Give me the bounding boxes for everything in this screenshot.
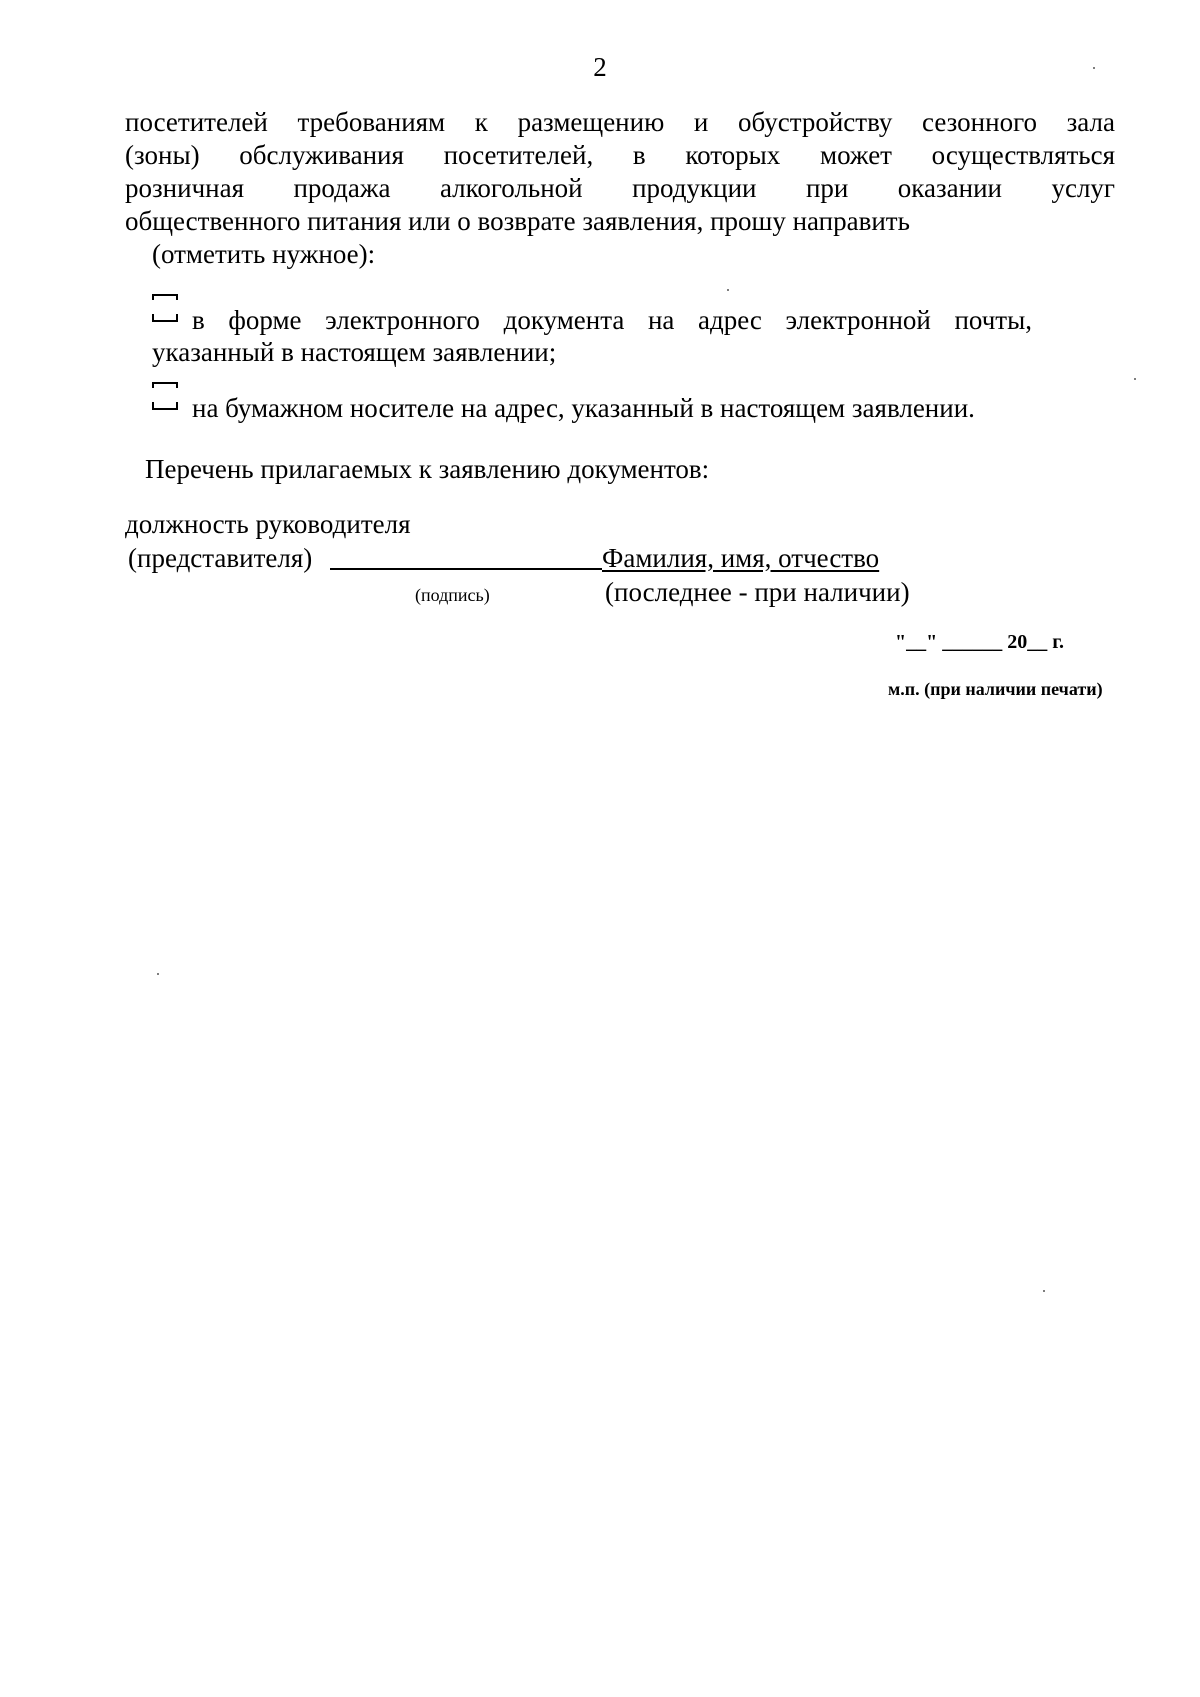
scan-speck xyxy=(1134,378,1136,380)
position-label-cont: (представителя) xyxy=(128,543,313,573)
paper-option-label: на бумажном носителе на адрес, указанный в настоящем заявлении. xyxy=(192,393,975,423)
intro-line-3: розничная продажа алкогольной продукции при оказании услуг xyxy=(125,173,1115,203)
intro-line-4: общественного питания или о возврате заявления, прошу направить xyxy=(125,206,910,236)
intro-paragraph xyxy=(125,106,1115,238)
attachments-heading: Перечень прилагаемых к заявлению документов: xyxy=(145,454,710,484)
full-name-note: (последнее - при наличии) xyxy=(605,577,910,607)
intro-line-1: посетителей требованиям к размещению и обустройству сезонного зала xyxy=(125,107,1115,137)
electronic-option-checkbox[interactable] xyxy=(152,294,178,320)
full-name-label: Фамилия, имя, отчество xyxy=(602,543,880,573)
electronic-option-label: в форме электронного документа на адрес электронной почты, xyxy=(192,305,1032,335)
intro-line-2: (зоны) обслуживания посетителей, в которых может осуществляться xyxy=(125,140,1115,170)
stamp-note: м.п. (при наличии печати) xyxy=(888,679,1103,699)
signature-line[interactable] xyxy=(330,568,602,570)
scan-speck xyxy=(1093,67,1095,69)
position-label: должность руководителя xyxy=(125,509,411,539)
scan-speck xyxy=(1043,1290,1045,1292)
page-number: 2 xyxy=(593,52,607,82)
date-field[interactable]: "__" ______ 20__ г. xyxy=(895,631,1065,653)
scan-speck xyxy=(157,973,159,975)
signature-caption: (подпись) xyxy=(415,585,490,605)
electronic-option-label-cont: указанный в настоящем заявлении; xyxy=(152,337,557,367)
choose-note: (отметить нужное): xyxy=(152,239,376,269)
paper-option-checkbox[interactable] xyxy=(152,382,178,408)
scan-speck xyxy=(727,289,729,291)
